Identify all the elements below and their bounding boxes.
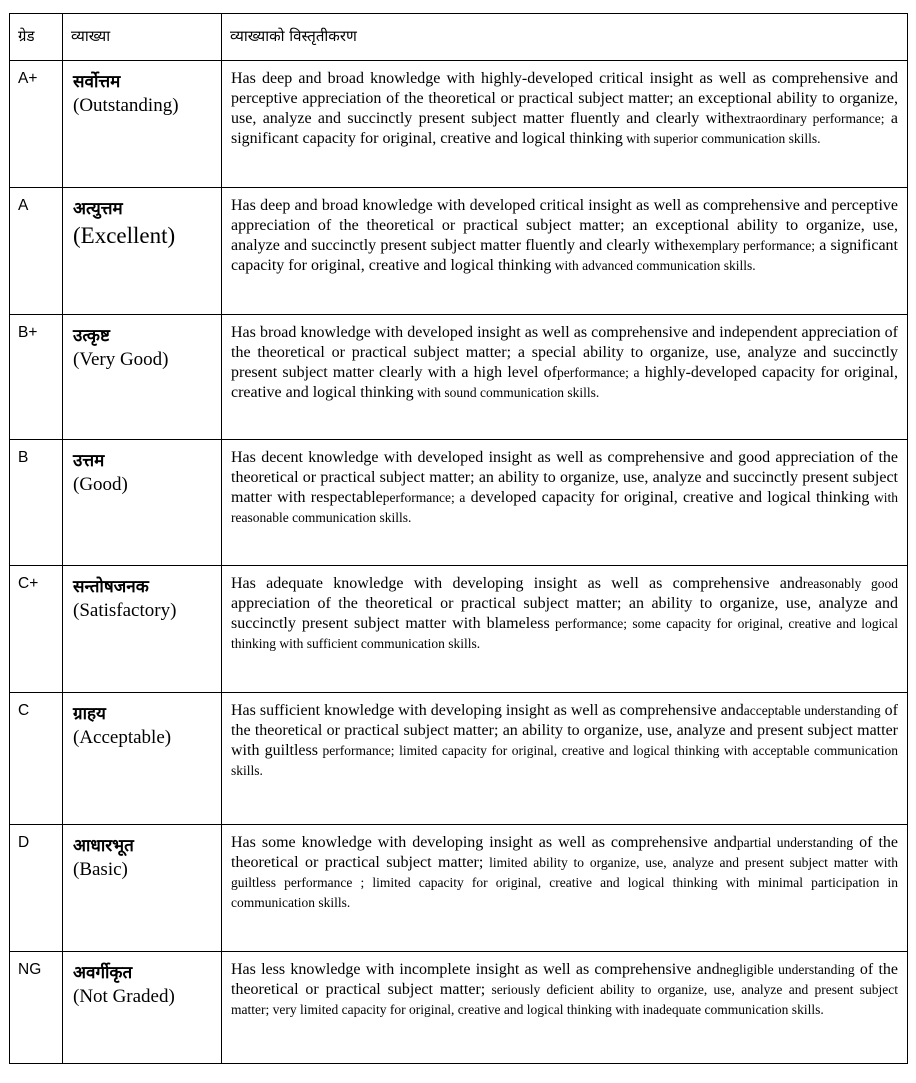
description-cell <box>222 825 908 952</box>
grade-cell <box>10 61 63 188</box>
description-cell <box>222 693 908 825</box>
table-row-b <box>10 440 908 566</box>
grade-cell <box>10 825 63 952</box>
meaning-nepali: अवर्गीकृत <box>73 963 133 983</box>
header-grade: ग्रेड <box>10 14 63 61</box>
description-tail: seriously deficient ability to organize, use, analyze and present subject matter; very limited capacity for original, creative and logical thinking with inadequate communication skills. <box>231 982 899 1017</box>
grade-label: B+ <box>18 324 38 341</box>
header-row <box>10 14 908 61</box>
description-small: performance; a <box>382 490 466 505</box>
description-tail: with advanced communication skills. <box>551 258 756 273</box>
meaning-nepali: सन्तोषजनक <box>73 577 149 597</box>
description-small: performance; a <box>556 365 640 380</box>
meaning-cell <box>63 315 222 440</box>
description-tail: limited ability to organize, use, analyze and present subject matter with guiltless performance ; limited capacity for original, creative and logical thinking with minimal participation in communication skills. <box>231 855 899 910</box>
description-cell <box>222 566 908 693</box>
header-meaning: व्याख्या <box>63 14 222 61</box>
description-text <box>222 566 907 654</box>
table-row-b-plus <box>10 315 908 440</box>
table-row-ng <box>10 952 908 1064</box>
grade-cell <box>10 566 63 693</box>
grade-label: C <box>18 702 30 719</box>
description-cell <box>222 61 908 188</box>
description-tail: with superior communication skills. <box>622 131 821 146</box>
description-main: Has deep and broad knowledge with highly-developed critical insight as well as comprehensive and perceptive appreciation of the theoretical or practical subject matter; an exceptional ability to organize, use, analyze and succinctly present subject matter fluently and clearly with <box>231 70 898 127</box>
grade-cell <box>10 315 63 440</box>
description-middle: developed capacity for original, creative and logical thinking <box>465 489 870 506</box>
description-tail: with reasonable communication skills. <box>231 490 898 525</box>
description-text <box>222 61 907 149</box>
grade-cell <box>10 440 63 566</box>
meaning-cell <box>63 825 222 952</box>
meaning-english: (Acceptable) <box>73 727 172 748</box>
description-text <box>222 315 907 403</box>
meaning-nepali: अत्युत्तम <box>73 199 123 219</box>
description-middle: a significant capacity for original, creative and logical thinking <box>231 237 899 274</box>
description-main: Has some knowledge with developing insight as well as comprehensive and <box>231 834 737 851</box>
description-tail: performance; limited capacity for original, creative and logical thinking with acceptable communication skills. <box>231 743 899 778</box>
description-small: extraordinary performance; <box>734 111 885 126</box>
meaning-english: (Basic) <box>73 859 128 880</box>
grade-label: A <box>18 197 29 214</box>
description-text <box>222 188 907 276</box>
meaning-english: (Satisfactory) <box>73 600 177 621</box>
meaning-english: (Not Graded) <box>73 986 175 1007</box>
meaning-nepali: सर्वोत्तम <box>73 72 121 92</box>
grade-label: C+ <box>18 575 39 592</box>
description-middle: of the theoretical or practical subject matter; <box>231 834 899 871</box>
description-text <box>222 952 907 1020</box>
table-row-a <box>10 188 908 315</box>
description-main: Has broad knowledge with developed insight as well as comprehensive and independent appreciation of the theoretical or practical subject matter; a special ability to organize, use, analyze and succinctly present subject matter clearly with a high level of <box>231 324 898 381</box>
meaning-english: (Excellent) <box>73 223 176 248</box>
description-tail: with sound communication skills. <box>413 385 600 400</box>
meaning-cell <box>63 693 222 825</box>
grade-cell <box>10 188 63 315</box>
grade-label: D <box>18 834 30 851</box>
description-main: Has adequate knowledge with developing insight as well as comprehensive and <box>231 575 803 592</box>
description-middle: of the theoretical or practical subject matter; <box>231 961 898 998</box>
meaning-nepali: उत्कृष्ट <box>73 326 110 346</box>
grade-label: B <box>18 449 29 466</box>
description-middle: a significant capacity for original, creative and logical thinking <box>231 110 899 147</box>
meaning-nepali: ग्राहय <box>73 704 106 724</box>
description-middle: of the theoretical or practical subject matter; an ability to organize, use, analyze and present subject matter with guiltless <box>231 702 898 759</box>
meaning-cell <box>63 440 222 566</box>
description-main: Has decent knowledge with developed insight as well as comprehensive and good appreciation of the theoretical or practical subject matter; an ability to organize, use, analyze and succinctly present subject matter with respectable <box>231 449 898 506</box>
description-middle: highly-developed capacity for original, creative and logical thinking <box>231 364 899 401</box>
description-main: Has sufficient knowledge with developing insight as well as comprehensive and <box>231 702 744 719</box>
description-text <box>222 825 907 913</box>
description-middle: appreciation of the theoretical or practical subject matter; an ability to organize, use, analyze and succinctly present subject matter with blameless <box>231 595 898 632</box>
meaning-cell <box>63 952 222 1064</box>
description-main: Has less knowledge with incomplete insight as well as comprehensive and <box>231 961 720 978</box>
table-row-d <box>10 825 908 952</box>
description-cell <box>222 188 908 315</box>
description-cell <box>222 315 908 440</box>
grade-label: NG <box>18 961 42 978</box>
meaning-cell <box>63 566 222 693</box>
meaning-nepali: आधारभूत <box>73 836 134 856</box>
table-row-c <box>10 693 908 825</box>
table-row-a-plus <box>10 61 908 188</box>
meaning-nepali: उत्तम <box>73 451 105 471</box>
grading-table <box>9 13 908 1064</box>
grade-cell <box>10 952 63 1064</box>
description-small: acceptable understanding <box>743 703 881 718</box>
table-row-c-plus <box>10 566 908 693</box>
grade-label: A+ <box>18 70 38 87</box>
description-cell <box>222 440 908 566</box>
description-small: negligible understanding <box>719 962 855 977</box>
meaning-cell <box>63 188 222 315</box>
meaning-english: (Very Good) <box>73 349 169 370</box>
description-small: exemplary performance; <box>682 238 816 253</box>
meaning-cell <box>63 61 222 188</box>
description-main: Has deep and broad knowledge with developed critical insight as well as comprehensive and perceptive appreciation of the theoretical or practical subject matter; an exceptional ability to organize, use, analyze and succinctly present subject matter fluently and clearly with <box>231 197 898 254</box>
meaning-english: (Good) <box>73 474 128 495</box>
description-small: reasonably good <box>802 576 898 591</box>
description-cell <box>222 952 908 1064</box>
meaning-english: (Outstanding) <box>73 95 179 116</box>
header-description: व्याख्याको विस्तृतीकरण <box>222 14 908 61</box>
description-small: partial understanding <box>736 835 854 850</box>
description-text <box>222 693 907 781</box>
description-text <box>222 440 907 528</box>
description-tail: performance; some capacity for original, creative and logical thinking with sufficient communication skills. <box>231 616 899 651</box>
grade-cell <box>10 693 63 825</box>
